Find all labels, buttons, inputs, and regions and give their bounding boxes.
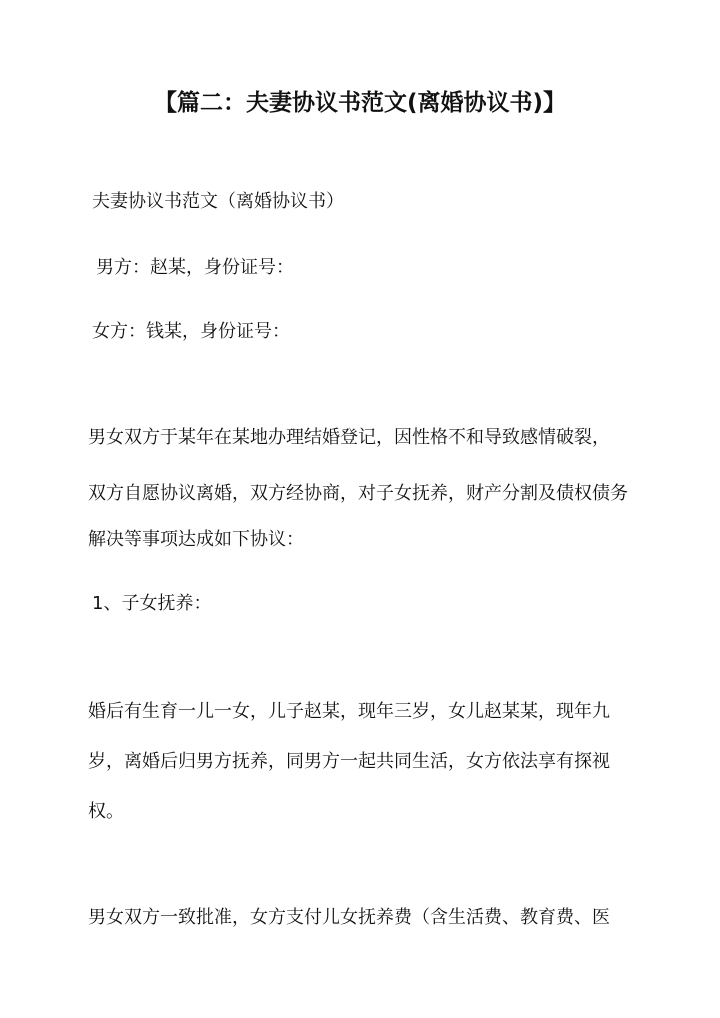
paragraph-2-line-2: 岁，离婚后归男方抚养，同男方一起共同生活，女方依法享有探视	[88, 751, 610, 772]
paragraph-2-line-3: 权。	[88, 801, 124, 822]
paragraph-1-line-3: 解决等事项达成如下协议：	[88, 529, 304, 550]
paragraph-2-line-1: 婚后有生育一儿一女，儿子赵某，现年三岁，女儿赵某某，现年九	[88, 701, 610, 722]
document-title: 【篇二：夫妻协议书范文(离婚协议书)】	[153, 90, 567, 116]
paragraph-3-line-1: 男女双方一致批准，女方支付儿女抚养费（含生活费、教育费、医	[88, 907, 610, 928]
man-party-line: 男方：赵某，身份证号：	[96, 257, 294, 278]
woman-party-line: 女方：钱某，身份证号：	[92, 321, 290, 342]
document-subtitle: 夫妻协议书范文（离婚协议书）	[92, 191, 344, 212]
paragraph-1-line-2: 双方自愿协议离婚，双方经协商，对子女抚养，财产分割及债权债务	[88, 483, 628, 504]
paragraph-1-line-1: 男女双方于某年在某地办理结婚登记，因性格不和导致感情破裂，	[88, 427, 610, 448]
section-1-heading: 1、子女抚养：	[92, 593, 212, 614]
